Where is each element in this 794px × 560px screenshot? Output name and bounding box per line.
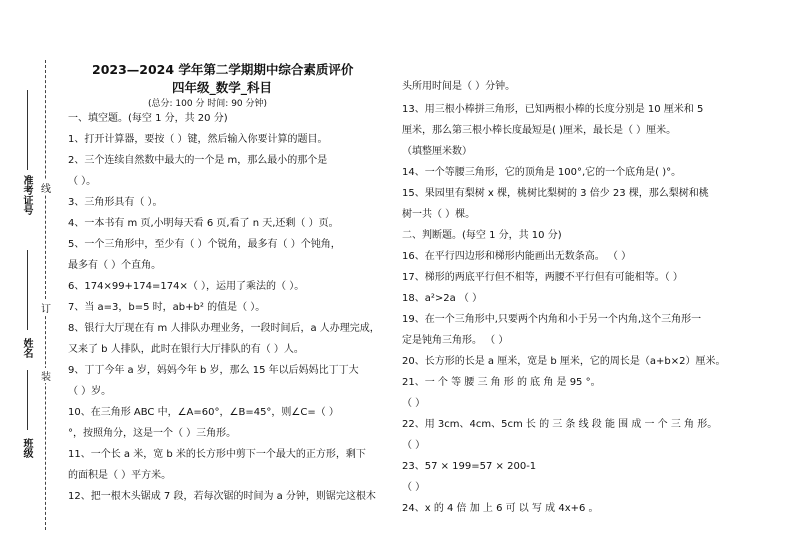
question-line: 厘米，那么第三根小棒长度最短是( )厘米，最长是（ ）厘米。 xyxy=(402,125,677,136)
question-line: 10、在三角形 ABC 中，∠A=60°，∠B=45°，则∠C=（ ） xyxy=(68,407,339,418)
line-mark-zhuang: 装 xyxy=(40,368,52,383)
question-line: 22、用 3cm、4cm、5cm 长 的 三 条 线 段 能 围 成 一 个 三 角 形。 xyxy=(402,419,718,430)
binding-margin xyxy=(0,0,60,560)
cut-line xyxy=(45,60,46,530)
question-line: 4、一本书有 m 页,小明每天看 6 页,看了 n 天,还剩（ ）页。 xyxy=(68,218,339,229)
question-line: （ ）岁。 xyxy=(68,386,112,397)
question-line: °，按照角分，这是一个（ ）三角形。 xyxy=(68,428,237,439)
question-line: （填整厘米数） xyxy=(402,146,472,157)
name-label: 姓名 xyxy=(21,338,32,358)
section-heading: 二、判断题。(每空 1 分，共 10 分) xyxy=(402,230,562,241)
exam-subtitle: 四年级_数学_科目 xyxy=(172,80,273,95)
class-blank[interactable] xyxy=(27,370,28,430)
question-line: 9、丁丁今年 a 岁，妈妈今年 b 岁，那么 15 年以后妈妈比丁丁大 xyxy=(68,365,359,376)
question-line: 5、一个三角形中，至少有（ ）个锐角，最多有（ ）个钝角， xyxy=(68,239,341,250)
question-line: 23、57 × 199=57 × 200-1 xyxy=(402,461,537,472)
question-line: 24、x 的 4 倍 加 上 6 可 以 写 成 4x+6 。 xyxy=(402,503,599,514)
question-line: 14、一个等腰三角形，它的顶角是 100°,它的一个底角是( )°。 xyxy=(402,167,682,178)
line-mark-ding: 订 xyxy=(40,300,52,315)
question-line: 头所用时间是（ ）分钟。 xyxy=(402,81,516,92)
question-line: 15、果园里有梨树 x 棵，桃树比梨树的 3 倍少 23 棵，那么梨树和桃 xyxy=(402,188,709,199)
question-line: 的面积是（ ）平方米。 xyxy=(68,470,172,481)
exam-title: 2023—2024 学年第二学期期中综合素质评价 xyxy=(92,62,354,77)
question-line: 1、打开计算器，要按（ ）键，然后输入你要计算的题目。 xyxy=(68,134,328,145)
question-line: 19、在一个三角形中,只要两个内角和小于另一个内角,这个三角形一 xyxy=(402,314,702,325)
question-line: 18、a²>2a （ ） xyxy=(402,293,483,304)
name-blank[interactable] xyxy=(27,250,28,330)
question-line: 11、一个长 a 米，宽 b 米的长方形中剪下一个最大的正方形，剩下 xyxy=(68,449,366,460)
class-label: 班级 xyxy=(21,438,32,458)
exam-info: (总分: 100 分 时间: 90 分钟) xyxy=(148,99,268,109)
question-line: 20、长方形的长是 a 厘米，宽是 b 厘米，它的周长是（a+b×2）厘米。 xyxy=(402,356,726,367)
question-line: 又来了 b 人排队，此时在银行大厅排队的有（ ）人。 xyxy=(68,344,304,355)
question-line: 13、用三根小棒拼三角形，已知两根小棒的长度分别是 10 厘米和 5 xyxy=(402,104,704,115)
question-line: 12、把一根木头锯成 7 段，若每次锯的时间为 a 分钟，则锯完这根木 xyxy=(68,491,376,502)
section-heading: 一、填空题。(每空 1 分，共 20 分) xyxy=(68,113,228,124)
question-line: 3、三角形具有（ ）。 xyxy=(68,197,163,208)
line-mark-xian: 线 xyxy=(40,180,52,195)
exam-id-label: 准考证号 xyxy=(21,175,32,215)
question-line: 6、174×99+174=174×（ ），运用了乘法的（ ）。 xyxy=(68,281,305,292)
question-line: 树一共（ ）棵。 xyxy=(402,209,476,220)
question-line: 定是钝角三角形。 （ ） xyxy=(402,335,509,346)
question-line: 2、三个连续自然数中最大的一个是 m，那么最小的那个是 xyxy=(68,155,328,166)
answer-blank: （ ） xyxy=(402,440,426,451)
question-line: 16、在平行四边形和梯形内能画出无数条高。 （ ） xyxy=(402,251,632,262)
question-line: （ ）。 xyxy=(68,176,97,187)
question-line: 21、一 个 等 腰 三 角 形 的 底 角 是 95 °。 xyxy=(402,377,601,388)
question-line: 17、梯形的两底平行但不相等，两腰不平行但有可能相等。（ ） xyxy=(402,272,683,283)
question-line: 7、当 a=3，b=5 时，ab+b² 的值是（ ）。 xyxy=(68,302,266,313)
question-line: 最多有（ ）个直角。 xyxy=(68,260,162,271)
question-line: 8、银行大厅现在有 m 人排队办理业务，一段时间后，a 人办理完成， xyxy=(68,323,380,334)
answer-blank: （ ） xyxy=(402,398,426,409)
answer-blank: （ ） xyxy=(402,482,426,493)
exam-id-blank[interactable] xyxy=(27,90,28,170)
